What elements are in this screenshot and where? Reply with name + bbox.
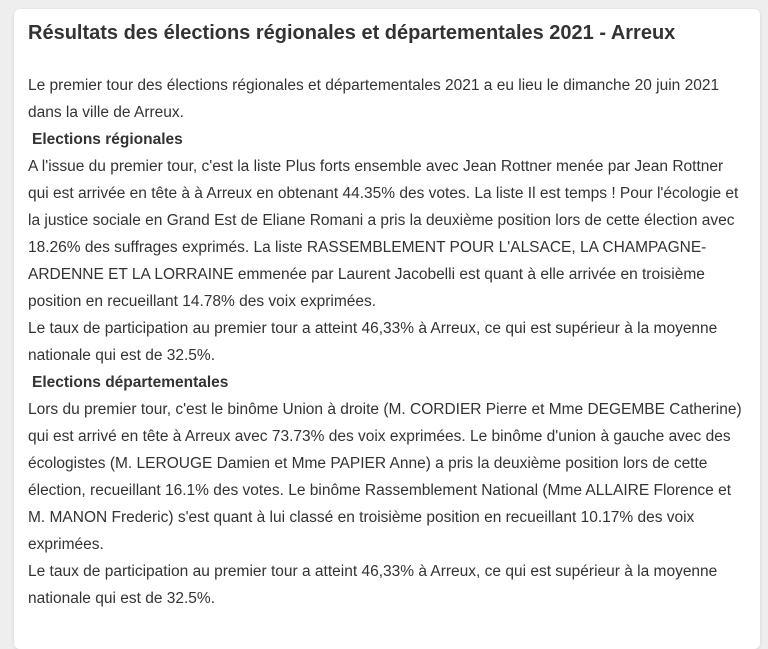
regionales-participation: Le taux de participation au premier tour a atteint 46,33% à Arreux, ce qui est supérieur à la moyenne nationale qui est de 32.5%. [28, 320, 718, 364]
departementales-paragraph: Lors du premier tour, c'est le binôme Union à droite (M. CORDIER Pierre et Mme DEGEMBE Catherine) qui est arrivé en tête à Arreux avec 73.73% des voix exprimées. Le binôme d'union à gauche avec des écologistes (M. LEROUGE Damien et Mme PAPIER Anne) a pris la deuxième position lors de cette élection, recueillant 16.1% des votes. Le binôme Rassemblement National (Mme ALLAIRE Florence et M. MANON Frederic) s'est quant à lui classé en troisième position en recueillant 10.17% des voix exprimées. [28, 401, 742, 553]
departementales-heading: Elections départementales [32, 374, 229, 391]
departementales-participation: Le taux de participation au premier tour a atteint 46,33% à Arreux, ce qui est supérieur à la moyenne nationale qui est de 32.5%. [28, 563, 718, 607]
intro-paragraph: Le premier tour des élections régionales et départementales 2021 a eu lieu le dimanche 20 juin 2021 dans la ville de Arreux. [28, 77, 720, 121]
page-title: Résultats des élections régionales et départementales 2021 - Arreux [28, 22, 676, 44]
results-card [14, 9, 760, 649]
regionales-heading: Elections régionales [32, 131, 183, 148]
regionales-paragraph: A l'issue du premier tour, c'est la liste Plus forts ensemble avec Jean Rottner menée par Jean Rottner qui est arrivée en tête à à Arreux en obtenant 44.35% des votes. La liste Il est temps ! Pour l'écologie et la justice sociale en Grand Est de Eliane Romani a pris la deuxième position lors de cette élection avec 18.26% des suffrages exprimés. La liste RASSEMBLEMENT POUR L'ALSACE, LA CHAMPAGNE-ARDENNE ET LA LORRAINE emmenée par Laurent Jacobelli est quant à elle arrivée en troisième position en recueillant 14.78% des voix exprimées. [28, 158, 739, 310]
article-body [28, 72, 744, 612]
